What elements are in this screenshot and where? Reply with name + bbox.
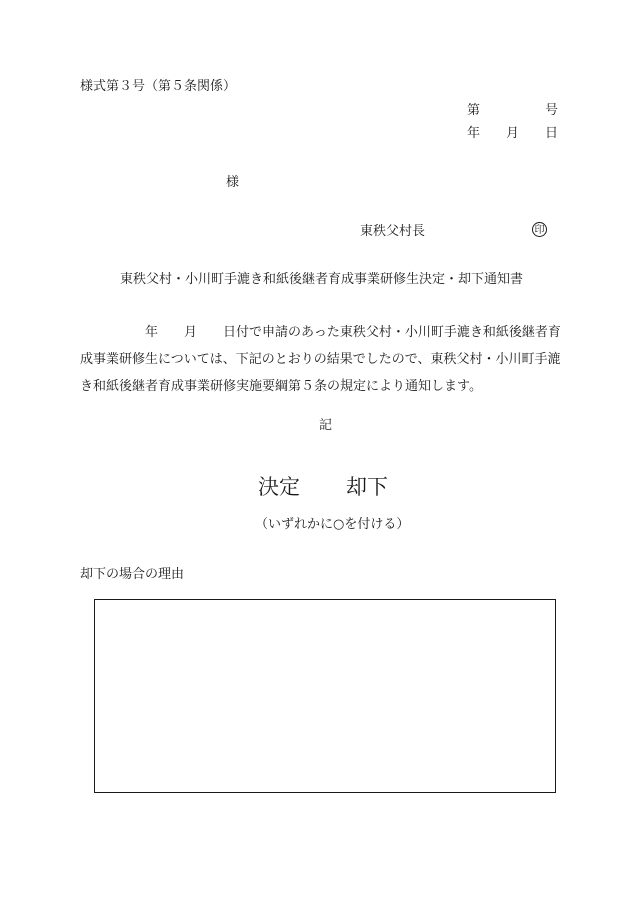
sender-name: 東秩父村長: [360, 224, 426, 239]
date-month-label: 月: [506, 126, 520, 141]
body-line: 成事業研修生については、下記のとおりの結果でしたので、東秩父村・小川町手漉: [80, 352, 561, 367]
doc-number-suffix: 号: [545, 103, 559, 118]
reason-label: 却下の場合の理由: [80, 567, 185, 582]
body-paragraph: [80, 319, 580, 400]
doc-number-prefix: 第: [467, 103, 481, 118]
seal-mark: 印: [532, 222, 547, 237]
decision-options: [258, 477, 388, 498]
decision-option-approve[interactable]: 決定: [258, 475, 300, 499]
reason-input-box[interactable]: [94, 599, 556, 793]
document-title: 東秩父村・小川町手漉き和紙後継者育成事業研修生決定・却下通知書: [120, 272, 524, 287]
decision-instruction: （いずれかに○を付ける）: [255, 517, 410, 532]
decision-option-reject[interactable]: 却下: [346, 475, 388, 499]
date-year-label: 年: [467, 126, 481, 141]
date-day-label: 日: [545, 126, 559, 141]
body-line: き和紙後継者育成事業研修実施要綱第５条の規定により通知します。: [80, 379, 482, 394]
form-number-label: 様式第３号（第５条関係）: [80, 79, 237, 94]
note-heading: 記: [319, 418, 333, 433]
recipient-suffix: 様: [226, 175, 240, 190]
body-line: 年 月 日付で申請のあった東秩父村・小川町手漉き和紙後継者育: [80, 325, 561, 340]
